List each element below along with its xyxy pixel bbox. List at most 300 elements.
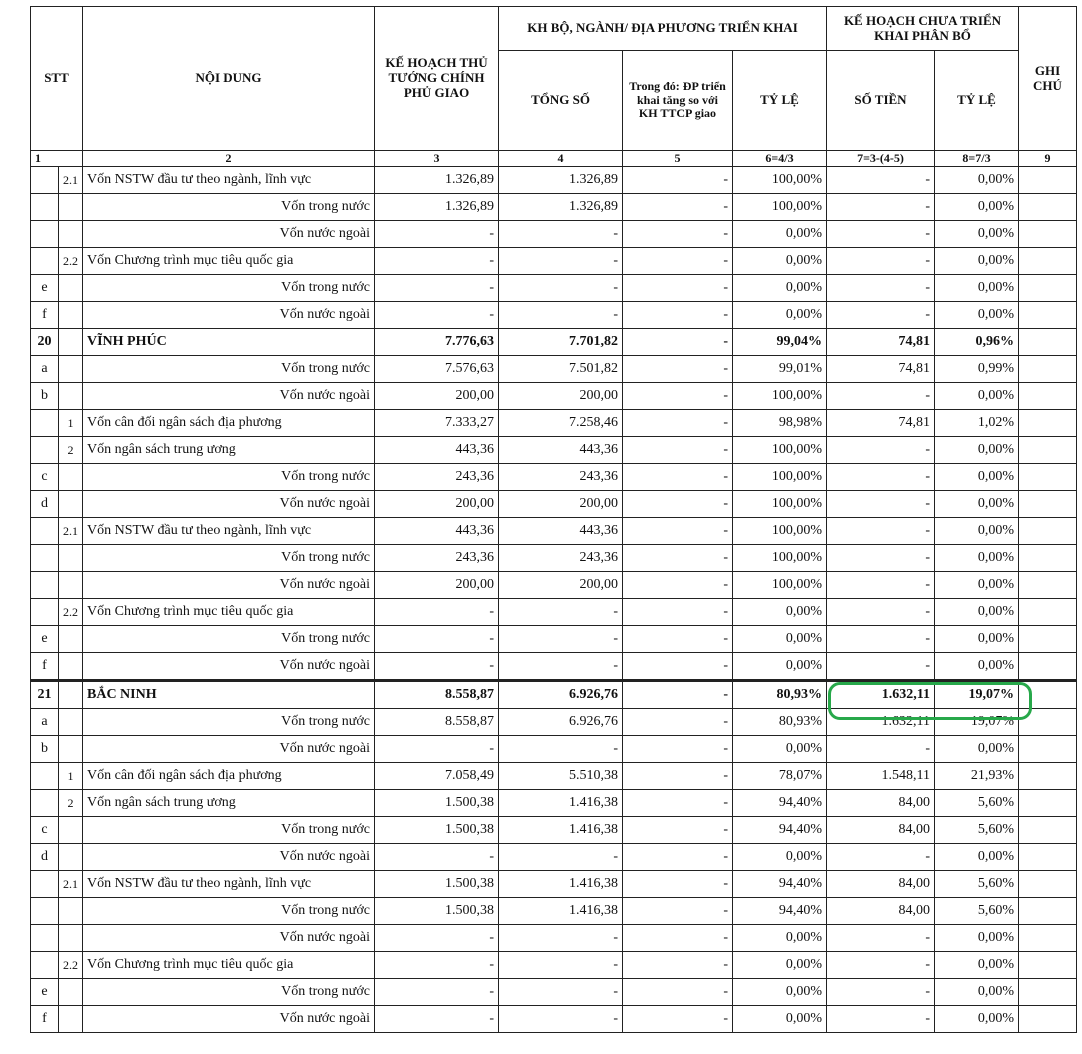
stt-cell: f bbox=[31, 1006, 59, 1033]
ty-le-chua-cell: 19,07% bbox=[935, 681, 1019, 709]
ghi-chu-cell bbox=[1019, 356, 1077, 383]
tang-them-cell: - bbox=[623, 464, 733, 491]
ty-le-cell: 94,40% bbox=[733, 898, 827, 925]
tong-so-cell: - bbox=[499, 626, 623, 653]
ty-le-cell: 0,00% bbox=[733, 221, 827, 248]
tong-so-cell: - bbox=[499, 979, 623, 1006]
stt-cell: e bbox=[31, 979, 59, 1006]
content-cell: Vốn trong nước bbox=[83, 464, 375, 491]
table-row bbox=[31, 925, 1077, 952]
tong-so-cell: 1.416,38 bbox=[499, 898, 623, 925]
ke-hoach-cell: 1.500,38 bbox=[375, 871, 499, 898]
ke-hoach-cell: - bbox=[375, 1006, 499, 1033]
table-row bbox=[31, 302, 1077, 329]
ke-hoach-cell: - bbox=[375, 599, 499, 626]
content-cell: Vốn trong nước bbox=[83, 817, 375, 844]
tang-them-cell: - bbox=[623, 763, 733, 790]
stt-cell bbox=[31, 545, 59, 572]
highlight-box bbox=[828, 682, 1032, 720]
tong-so-cell: - bbox=[499, 736, 623, 763]
tong-so-cell: 1.416,38 bbox=[499, 871, 623, 898]
stt-cell bbox=[31, 437, 59, 464]
stt-cell: e bbox=[31, 275, 59, 302]
ty-le-cell: 100,00% bbox=[733, 194, 827, 221]
ghi-chu-cell bbox=[1019, 925, 1077, 952]
tang-them-cell: - bbox=[623, 1006, 733, 1033]
ghi-chu-cell bbox=[1019, 221, 1077, 248]
stt-cell bbox=[31, 572, 59, 599]
stt-cell bbox=[31, 194, 59, 221]
tang-them-cell: - bbox=[623, 817, 733, 844]
sub-stt-cell bbox=[59, 709, 83, 736]
content-cell: Vốn nước ngoài bbox=[83, 653, 375, 681]
so-tien-cell: 84,00 bbox=[827, 898, 935, 925]
tang-them-cell: - bbox=[623, 952, 733, 979]
ghi-chu-cell bbox=[1019, 626, 1077, 653]
stt-cell: c bbox=[31, 817, 59, 844]
col-number: 8=7/3 bbox=[935, 151, 1019, 167]
content-cell: Vốn trong nước bbox=[83, 545, 375, 572]
content-cell: Vốn ngân sách trung ương bbox=[83, 790, 375, 817]
ty-le-chua-cell: 0,00% bbox=[935, 572, 1019, 599]
ty-le-chua-cell: 0,00% bbox=[935, 194, 1019, 221]
ty-le-chua-cell: 0,00% bbox=[935, 952, 1019, 979]
column-number-row bbox=[31, 151, 1077, 167]
stt-cell: d bbox=[31, 491, 59, 518]
ty-le-chua-cell: 0,00% bbox=[935, 518, 1019, 545]
table-row bbox=[31, 356, 1077, 383]
ghi-chu-cell bbox=[1019, 437, 1077, 464]
ty-le-cell: 0,00% bbox=[733, 275, 827, 302]
col-number: 7=3-(4-5) bbox=[827, 151, 935, 167]
tang-them-cell: - bbox=[623, 491, 733, 518]
stt-cell bbox=[31, 763, 59, 790]
ke-hoach-cell: - bbox=[375, 248, 499, 275]
ke-hoach-cell: - bbox=[375, 275, 499, 302]
so-tien-cell: - bbox=[827, 383, 935, 410]
so-tien-cell: - bbox=[827, 952, 935, 979]
ke-hoach-cell: - bbox=[375, 626, 499, 653]
so-tien-cell: 74,81 bbox=[827, 329, 935, 356]
stt-cell bbox=[31, 221, 59, 248]
ghi-chu-cell bbox=[1019, 817, 1077, 844]
ke-hoach-cell: 7.776,63 bbox=[375, 329, 499, 356]
table-row bbox=[31, 275, 1077, 302]
so-tien-cell: - bbox=[827, 464, 935, 491]
tang-them-cell: - bbox=[623, 518, 733, 545]
ty-le-chua-cell: 0,00% bbox=[935, 545, 1019, 572]
so-tien-cell: - bbox=[827, 572, 935, 599]
ty-le-chua-cell: 5,60% bbox=[935, 898, 1019, 925]
stt-cell bbox=[31, 410, 59, 437]
tong-so-cell: - bbox=[499, 844, 623, 871]
header-noi-dung: NỘI DUNG bbox=[83, 7, 375, 151]
ty-le-chua-cell: 0,00% bbox=[935, 979, 1019, 1006]
ke-hoach-cell: - bbox=[375, 844, 499, 871]
ty-le-chua-cell: 0,00% bbox=[935, 491, 1019, 518]
ty-le-chua-cell: 0,00% bbox=[935, 844, 1019, 871]
tang-them-cell: - bbox=[623, 599, 733, 626]
ke-hoach-cell: - bbox=[375, 925, 499, 952]
table-row bbox=[31, 329, 1077, 356]
so-tien-cell: 84,00 bbox=[827, 790, 935, 817]
so-tien-cell: - bbox=[827, 248, 935, 275]
ghi-chu-cell bbox=[1019, 653, 1077, 681]
sub-stt-cell bbox=[59, 491, 83, 518]
so-tien-cell: - bbox=[827, 545, 935, 572]
ty-le-cell: 99,04% bbox=[733, 329, 827, 356]
ty-le-cell: 0,00% bbox=[733, 844, 827, 871]
tang-them-cell: - bbox=[623, 329, 733, 356]
stt-cell: e bbox=[31, 626, 59, 653]
sub-stt-cell: 2.1 bbox=[59, 167, 83, 194]
ghi-chu-cell bbox=[1019, 844, 1077, 871]
table-row bbox=[31, 491, 1077, 518]
ghi-chu-cell bbox=[1019, 599, 1077, 626]
so-tien-cell: 74,81 bbox=[827, 410, 935, 437]
sub-stt-cell: 1 bbox=[59, 410, 83, 437]
ghi-chu-cell bbox=[1019, 736, 1077, 763]
so-tien-cell: - bbox=[827, 844, 935, 871]
tang-them-cell: - bbox=[623, 194, 733, 221]
stt-cell bbox=[31, 518, 59, 545]
header-ke-hoach-chua: KẾ HOẠCH CHƯA TRIỂN KHAI PHÂN BỔ bbox=[827, 7, 1019, 51]
content-cell: Vốn ngân sách trung ương bbox=[83, 437, 375, 464]
ke-hoach-cell: 200,00 bbox=[375, 491, 499, 518]
sub-stt-cell: 2.2 bbox=[59, 599, 83, 626]
ty-le-chua-cell: 0,00% bbox=[935, 221, 1019, 248]
ke-hoach-cell: 7.058,49 bbox=[375, 763, 499, 790]
content-cell: Vốn NSTW đầu tư theo ngành, lĩnh vực bbox=[83, 167, 375, 194]
budget-table bbox=[30, 6, 1077, 1033]
ty-le-chua-cell: 0,00% bbox=[935, 383, 1019, 410]
tang-them-cell: - bbox=[623, 356, 733, 383]
ke-hoach-cell: - bbox=[375, 979, 499, 1006]
stt-cell: c bbox=[31, 464, 59, 491]
tong-so-cell: 1.326,89 bbox=[499, 167, 623, 194]
table-row bbox=[31, 952, 1077, 979]
stt-cell: a bbox=[31, 356, 59, 383]
tong-so-cell: 5.510,38 bbox=[499, 763, 623, 790]
ghi-chu-cell bbox=[1019, 275, 1077, 302]
table-row bbox=[31, 763, 1077, 790]
ty-le-cell: 0,00% bbox=[733, 736, 827, 763]
content-cell: Vốn nước ngoài bbox=[83, 221, 375, 248]
tong-so-cell: - bbox=[499, 302, 623, 329]
ghi-chu-cell bbox=[1019, 898, 1077, 925]
content-cell: Vốn trong nước bbox=[83, 626, 375, 653]
sub-stt-cell bbox=[59, 572, 83, 599]
stt-cell: 21 bbox=[31, 681, 59, 709]
tong-so-cell: 7.258,46 bbox=[499, 410, 623, 437]
ghi-chu-cell bbox=[1019, 410, 1077, 437]
col-number: 1 bbox=[31, 151, 83, 167]
tong-so-cell: 1.416,38 bbox=[499, 790, 623, 817]
sub-stt-cell: 2.1 bbox=[59, 518, 83, 545]
tang-them-cell: - bbox=[623, 790, 733, 817]
content-cell: Vốn Chương trình mục tiêu quốc gia bbox=[83, 952, 375, 979]
ke-hoach-cell: 1.500,38 bbox=[375, 898, 499, 925]
tong-so-cell: 443,36 bbox=[499, 518, 623, 545]
ty-le-chua-cell: 0,00% bbox=[935, 302, 1019, 329]
table-row bbox=[31, 653, 1077, 681]
content-cell: Vốn cân đối ngân sách địa phương bbox=[83, 763, 375, 790]
stt-cell bbox=[31, 248, 59, 275]
so-tien-cell: 1.632,11 bbox=[827, 681, 935, 709]
content-cell: BẮC NINH bbox=[83, 681, 375, 709]
content-cell: VĨNH PHÚC bbox=[83, 329, 375, 356]
table-row bbox=[31, 1006, 1077, 1033]
ke-hoach-cell: 200,00 bbox=[375, 383, 499, 410]
content-cell: Vốn nước ngoài bbox=[83, 383, 375, 410]
so-tien-cell: - bbox=[827, 221, 935, 248]
ty-le-cell: 94,40% bbox=[733, 817, 827, 844]
ghi-chu-cell bbox=[1019, 545, 1077, 572]
ty-le-chua-cell: 0,00% bbox=[935, 626, 1019, 653]
so-tien-cell: - bbox=[827, 979, 935, 1006]
stt-cell bbox=[31, 790, 59, 817]
ke-hoach-cell: 243,36 bbox=[375, 464, 499, 491]
ke-hoach-cell: - bbox=[375, 653, 499, 681]
ghi-chu-cell bbox=[1019, 518, 1077, 545]
content-cell: Vốn trong nước bbox=[83, 709, 375, 736]
content-cell: Vốn Chương trình mục tiêu quốc gia bbox=[83, 599, 375, 626]
table-row bbox=[31, 736, 1077, 763]
ty-le-cell: 0,00% bbox=[733, 626, 827, 653]
ty-le-cell: 0,00% bbox=[733, 599, 827, 626]
content-cell: Vốn nước ngoài bbox=[83, 925, 375, 952]
table-row bbox=[31, 248, 1077, 275]
col-number: 4 bbox=[499, 151, 623, 167]
ty-le-chua-cell: 0,00% bbox=[935, 275, 1019, 302]
sub-stt-cell bbox=[59, 1006, 83, 1033]
tong-so-cell: 7.501,82 bbox=[499, 356, 623, 383]
sub-stt-cell bbox=[59, 302, 83, 329]
ty-le-chua-cell: 0,99% bbox=[935, 356, 1019, 383]
header-trong-do: Trong đó: ĐP triển khai tăng so với KH TTCP giao bbox=[623, 51, 733, 151]
header-ghi-chu: GHI CHÚ bbox=[1019, 7, 1077, 151]
tang-them-cell: - bbox=[623, 844, 733, 871]
ty-le-cell: 100,00% bbox=[733, 491, 827, 518]
ke-hoach-cell: 443,36 bbox=[375, 518, 499, 545]
stt-cell bbox=[31, 167, 59, 194]
ghi-chu-cell bbox=[1019, 329, 1077, 356]
so-tien-cell: - bbox=[827, 599, 935, 626]
sub-stt-cell: 1 bbox=[59, 763, 83, 790]
header-stt: STT bbox=[31, 7, 83, 151]
sub-stt-cell bbox=[59, 844, 83, 871]
sub-stt-cell bbox=[59, 464, 83, 491]
table-row bbox=[31, 626, 1077, 653]
table-row bbox=[31, 221, 1077, 248]
tong-so-cell: 443,36 bbox=[499, 437, 623, 464]
tong-so-cell: - bbox=[499, 952, 623, 979]
tang-them-cell: - bbox=[623, 221, 733, 248]
tang-them-cell: - bbox=[623, 871, 733, 898]
table-row bbox=[31, 545, 1077, 572]
ty-le-chua-cell: 0,00% bbox=[935, 464, 1019, 491]
ty-le-chua-cell: 0,00% bbox=[935, 248, 1019, 275]
tong-so-cell: 200,00 bbox=[499, 383, 623, 410]
so-tien-cell: - bbox=[827, 491, 935, 518]
content-cell: Vốn nước ngoài bbox=[83, 302, 375, 329]
ghi-chu-cell bbox=[1019, 491, 1077, 518]
tang-them-cell: - bbox=[623, 925, 733, 952]
ty-le-cell: 94,40% bbox=[733, 871, 827, 898]
ghi-chu-cell bbox=[1019, 952, 1077, 979]
ty-le-cell: 80,93% bbox=[733, 709, 827, 736]
sub-stt-cell bbox=[59, 653, 83, 681]
so-tien-cell: - bbox=[827, 194, 935, 221]
content-cell: Vốn nước ngoài bbox=[83, 844, 375, 871]
tang-them-cell: - bbox=[623, 626, 733, 653]
ty-le-chua-cell: 0,00% bbox=[935, 437, 1019, 464]
ghi-chu-cell bbox=[1019, 383, 1077, 410]
tang-them-cell: - bbox=[623, 545, 733, 572]
sub-stt-cell bbox=[59, 736, 83, 763]
ty-le-cell: 78,07% bbox=[733, 763, 827, 790]
tong-so-cell: 200,00 bbox=[499, 572, 623, 599]
ty-le-chua-cell: 0,00% bbox=[935, 925, 1019, 952]
sub-stt-cell: 2.1 bbox=[59, 871, 83, 898]
sub-stt-cell bbox=[59, 383, 83, 410]
ke-hoach-cell: 7.333,27 bbox=[375, 410, 499, 437]
ke-hoach-cell: 1.500,38 bbox=[375, 790, 499, 817]
ty-le-chua-cell: 0,00% bbox=[935, 599, 1019, 626]
tong-so-cell: 200,00 bbox=[499, 491, 623, 518]
sub-stt-cell bbox=[59, 626, 83, 653]
stt-cell: f bbox=[31, 653, 59, 681]
tong-so-cell: - bbox=[499, 599, 623, 626]
so-tien-cell: - bbox=[827, 437, 935, 464]
ke-hoach-cell: 443,36 bbox=[375, 437, 499, 464]
table-row bbox=[31, 898, 1077, 925]
so-tien-cell: - bbox=[827, 626, 935, 653]
table-row bbox=[31, 194, 1077, 221]
content-cell: Vốn nước ngoài bbox=[83, 736, 375, 763]
tang-them-cell: - bbox=[623, 302, 733, 329]
so-tien-cell: 74,81 bbox=[827, 356, 935, 383]
ty-le-cell: 100,00% bbox=[733, 167, 827, 194]
stt-cell: f bbox=[31, 302, 59, 329]
header-so-tien: SỐ TIỀN bbox=[827, 51, 935, 151]
content-cell: Vốn cân đối ngân sách địa phương bbox=[83, 410, 375, 437]
ty-le-chua-cell: 5,60% bbox=[935, 871, 1019, 898]
ghi-chu-cell bbox=[1019, 167, 1077, 194]
stt-cell bbox=[31, 871, 59, 898]
tong-so-cell: - bbox=[499, 925, 623, 952]
ty-le-cell: 0,00% bbox=[733, 979, 827, 1006]
stt-cell: b bbox=[31, 383, 59, 410]
ke-hoach-cell: 1.326,89 bbox=[375, 167, 499, 194]
content-cell: Vốn trong nước bbox=[83, 898, 375, 925]
tang-them-cell: - bbox=[623, 383, 733, 410]
table-row bbox=[31, 464, 1077, 491]
so-tien-cell: - bbox=[827, 925, 935, 952]
content-cell: Vốn NSTW đầu tư theo ngành, lĩnh vực bbox=[83, 871, 375, 898]
ty-le-chua-cell: 21,93% bbox=[935, 763, 1019, 790]
sub-stt-cell bbox=[59, 275, 83, 302]
ty-le-chua-cell: 1,02% bbox=[935, 410, 1019, 437]
ghi-chu-cell bbox=[1019, 790, 1077, 817]
tong-so-cell: - bbox=[499, 248, 623, 275]
table-row bbox=[31, 518, 1077, 545]
tang-them-cell: - bbox=[623, 736, 733, 763]
ty-le-chua-cell: 19,07% bbox=[935, 709, 1019, 736]
ty-le-chua-cell: 5,60% bbox=[935, 790, 1019, 817]
ty-le-chua-cell: 0,00% bbox=[935, 167, 1019, 194]
ke-hoach-cell: 1.500,38 bbox=[375, 817, 499, 844]
ghi-chu-cell bbox=[1019, 248, 1077, 275]
tong-so-cell: 1.416,38 bbox=[499, 817, 623, 844]
ty-le-cell: 80,93% bbox=[733, 681, 827, 709]
tang-them-cell: - bbox=[623, 572, 733, 599]
content-cell: Vốn NSTW đầu tư theo ngành, lĩnh vực bbox=[83, 518, 375, 545]
so-tien-cell: 1.548,11 bbox=[827, 763, 935, 790]
ghi-chu-cell bbox=[1019, 763, 1077, 790]
tang-them-cell: - bbox=[623, 681, 733, 709]
tang-them-cell: - bbox=[623, 275, 733, 302]
tong-so-cell: - bbox=[499, 221, 623, 248]
tang-them-cell: - bbox=[623, 437, 733, 464]
ty-le-cell: 99,01% bbox=[733, 356, 827, 383]
ty-le-cell: 0,00% bbox=[733, 302, 827, 329]
so-tien-cell: - bbox=[827, 302, 935, 329]
header-kh-bo-nganh: KH BỘ, NGÀNH/ ĐỊA PHƯƠNG TRIỂN KHAI bbox=[499, 7, 827, 51]
ke-hoach-cell: - bbox=[375, 302, 499, 329]
ghi-chu-cell bbox=[1019, 572, 1077, 599]
content-cell: Vốn trong nước bbox=[83, 979, 375, 1006]
header-tong-so: TỔNG SỐ bbox=[499, 51, 623, 151]
ty-le-cell: 100,00% bbox=[733, 464, 827, 491]
tang-them-cell: - bbox=[623, 898, 733, 925]
ty-le-cell: 100,00% bbox=[733, 545, 827, 572]
sub-stt-cell bbox=[59, 925, 83, 952]
col-number: 5 bbox=[623, 151, 733, 167]
ty-le-cell: 0,00% bbox=[733, 1006, 827, 1033]
table-row bbox=[31, 167, 1077, 194]
so-tien-cell: 84,00 bbox=[827, 871, 935, 898]
content-cell: Vốn nước ngoài bbox=[83, 491, 375, 518]
sub-stt-cell bbox=[59, 979, 83, 1006]
stt-cell: b bbox=[31, 736, 59, 763]
ghi-chu-cell bbox=[1019, 464, 1077, 491]
so-tien-cell: - bbox=[827, 1006, 935, 1033]
stt-cell: 20 bbox=[31, 329, 59, 356]
ke-hoach-cell: 243,36 bbox=[375, 545, 499, 572]
table-row bbox=[31, 871, 1077, 898]
table-row bbox=[31, 599, 1077, 626]
stt-cell bbox=[31, 898, 59, 925]
tong-so-cell: 6.926,76 bbox=[499, 709, 623, 736]
col-number: 6=4/3 bbox=[733, 151, 827, 167]
col-number: 9 bbox=[1019, 151, 1077, 167]
sub-stt-cell bbox=[59, 898, 83, 925]
so-tien-cell: - bbox=[827, 167, 935, 194]
stt-cell bbox=[31, 925, 59, 952]
table-row bbox=[31, 790, 1077, 817]
tong-so-cell: - bbox=[499, 1006, 623, 1033]
so-tien-cell: - bbox=[827, 275, 935, 302]
header-ty-le-2: TỶ LỆ bbox=[935, 51, 1019, 151]
tang-them-cell: - bbox=[623, 167, 733, 194]
ke-hoach-cell: 7.576,63 bbox=[375, 356, 499, 383]
content-cell: Vốn trong nước bbox=[83, 194, 375, 221]
stt-cell: d bbox=[31, 844, 59, 871]
sub-stt-cell bbox=[59, 356, 83, 383]
ke-hoach-cell: 1.326,89 bbox=[375, 194, 499, 221]
table-row bbox=[31, 844, 1077, 871]
